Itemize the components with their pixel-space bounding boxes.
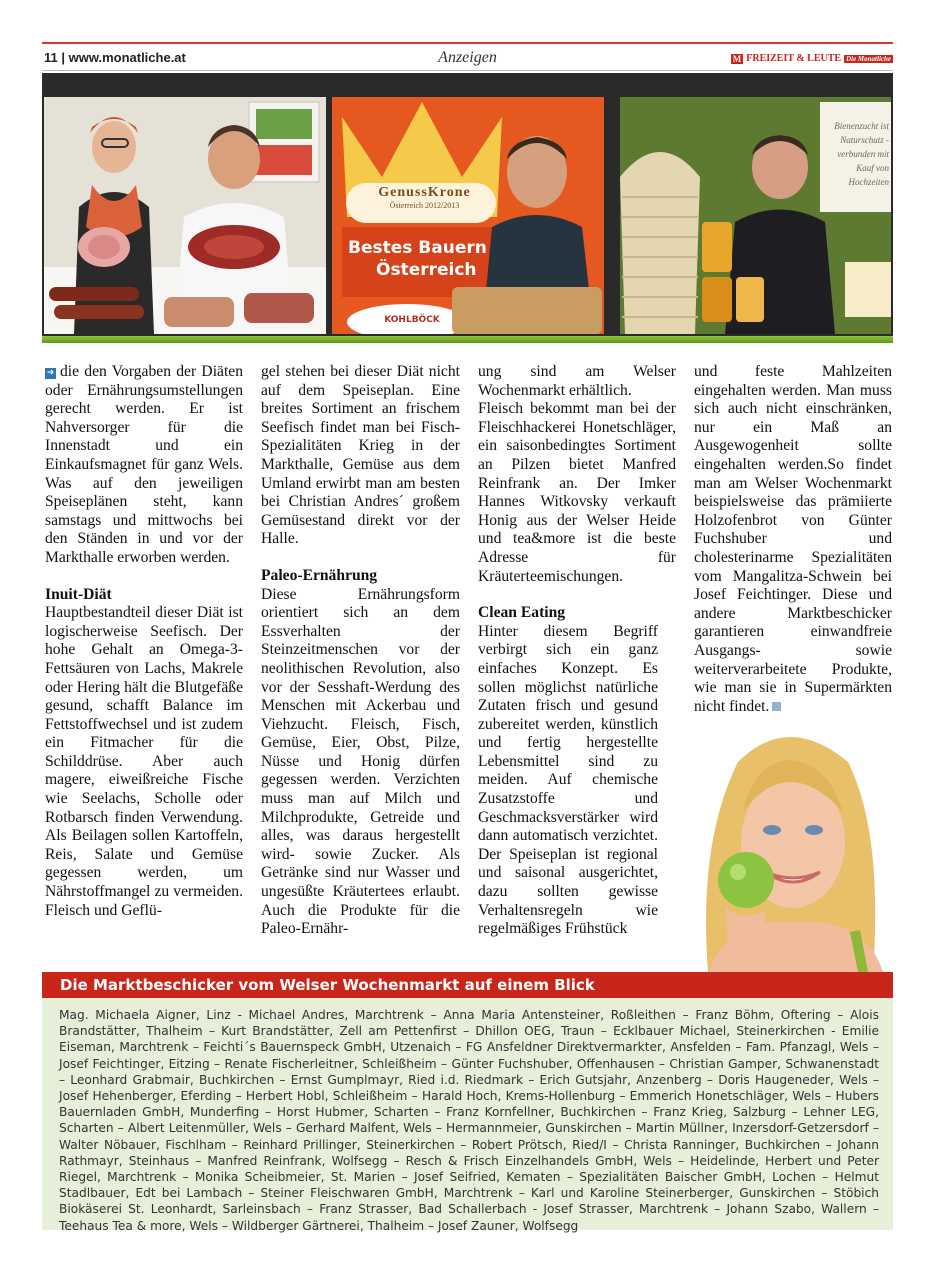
- subhead-clean-eating: Clean Eating: [478, 604, 566, 622]
- butchers-illustration: [44, 97, 326, 334]
- genusskrone-year: Österreich 2012/2013: [389, 201, 460, 210]
- genusskrone-title: GenussKrone: [378, 185, 471, 200]
- photo-strip-green-bar: [42, 336, 893, 343]
- photo-butchers: [44, 97, 326, 334]
- end-mark-icon: [772, 702, 781, 711]
- photo-beekeeper: [620, 97, 891, 334]
- c3-para-1: ung sind am Welser Wochenmarkt erhältlich.: [478, 363, 676, 399]
- article-column-4: [694, 363, 892, 716]
- article-column-1: [45, 363, 243, 920]
- c3-para-3: Hinter diesem Begriff verbirgt sich ein ganz einfaches Konzept. Es sollen möglichst natürliche Zutaten frisch und gesund zubereitet werden, künstlich und fertig hergestellte Lebensmittel sind zu meiden. Auf chemische Zusatzstoffe und Geschmacksverstärker wird dann automatisch verzichtet. Der Speiseplan ist regional und saisonal ausgerichtet, dazu sollten gewisse Verhaltensregeln wie regelmäßiges Frühstück: [478, 622, 658, 938]
- vendors-list: Mag. Michaela Aigner, Linz - Michael Andres, Marchtrenk – Anna Maria Antensteiner, Roßleithen – Franz Böhm, Oftering – Alois Brandstätter, Thalheim – Kurt Brandstätter, Zell am Pettenfirst – Dhillon OEG, Traun – Ecklbauer Michael, Steinerkirchen - Emilie Eiseman, Marchtrenk – Feichti´s Bauernspeck GmbH, Utzenaich – FG Ansfeldner Direktvermarkter, Ansfelden – Fam. Pfanzagl, Wels – Josef Feichtinger, Eitzing – Renate Fischerleitner, Schleißheim – Günter Fuchshuber, Offenhausen – Christian Gamper, Schwanenstadt – Leonhard Grabmair, Buchkirchen – Ernst Gumplmayr, Ried i.d. Riedmark – Erich Gutsjahr, Anzenberg – Doris Haugeneder, Wels – Josef Hehenberger, Eferding – Herbert Hobl, Schleißheim – Harald Hoch, Krems-Hollenburg – Emmerich Honetschläger, Wels – Hubers Bauernladen GmbH, Munderfing – Horst Hubmer, Scharten – Franz Kornfellner, Buchkirchen – Franz Krieg, Salzburg – Lehner LEG, Scharten – Albert Leitenmüller, Wels – Gerhard Malfent, Wels – Hermannmeier, Gunskirchen – Martin Müllner, Inzersdorf-Getzersdorf – Walter Nöbauer, Fischlham – Reinhard Prillinger, Steinerkirchen – Robert Prötsch, Ried/I – Christa Ranninger, Buchkirchen – Johann Rathmayr, Steinhaus – Manfred Reinfrank, Wolfsegg – Resch & Frisch Einzelhandels GmbH, Wels – Heidelinde, Herbert und Peter Riegel, Marchtrenk – Monika Scheibmeier, St. Marien – Josef Seifried, Kematen – Spezialitäten Baischer GmbH, Lochen – Helmut Stadlbauer, Edt bei Lambach – Steiner Fleischwaren GmbH, Marchtrenk – Karl und Karoline Steinerberger, Gunskirchen – Stöbich Biokäserei St. Leonhardt, Sarleinsbach – Franz Strasser, Bad Schallerbach - Josef Strasser, Marchtrenk – Johann Szabo, Wallern – Teehaus Tea & more, Wels – Wildberger Gärtnerei, Thalheim – Josef Zauner, Wolfsegg: [42, 998, 893, 1230]
- vendors-box-title: Die Marktbeschicker vom Welser Wochenmarkt auf einem Blick: [42, 972, 893, 998]
- genusskrone-illustration: [332, 97, 604, 334]
- continue-arrow-icon: ➜: [46, 368, 55, 378]
- c4-para-1: und feste Mahlzeiten eingehalten werden. Man muss sich auch nicht einschränken, nur ein Maß an Ausgewogenheit sollte eingehalten werden.So findet man am Welser Wochenmarkt beispielsweise das prämiierte Holzofenbrot von Günter Fuchshuber und cholesterinarme Spezialitäten vom Mangalitza-Schwein bei Josef Feichtinger. Diese und andere Marktbeschicker garantieren einwandfreie Ausgangs- sowie weiterverarbeitete Produkte, wie man sie in Supermärkten nicht findet.: [694, 363, 892, 715]
- logo-tag: Die Monatliche: [846, 54, 891, 63]
- c2-para-2: Diese Ernährungsform orientiert sich an dem Essverhalten der Steinzeitmenschen vor der neolithischen Revolution, also vor der Sesshaft-Werdung des Menschen mit Ackerbau und Viehzucht. Fleisch, Fisch, Gemüse, Eier, Obst, Pilze, Nüsse und Honig dürfen gegessen werden. Verzichten muss man auf Milch und Milchprodukte, Getreide und alles, was daraus hergestellt wird- sowie Zucker. Als Getränke sind nur Wasser und ungesüßte Kräutertees erlaubt. Auch die Produkte für die Paleo-Ernähr-: [261, 585, 460, 938]
- board-line-4: Kauf von: [856, 163, 889, 173]
- subhead-paleo: Paleo-Ernährung: [261, 566, 378, 584]
- c1-para-2: Hauptbestandteil dieser Diät ist logischerweise Seefisch. Der hohe Gehalt an Omega-3-Fettsäuren von Lachs, Makrele oder Hering hält die Blutgefäße gesund, schafft Balance im Fettstoffwechsel und ist zudem ein Fitmacher für die Schilddrüse. Aber auch magere, eiweißreiche Fische wie Seelachs, Scholle oder Rotbarsch finden Verwendung. Als Beilagen sollen Kartoffeln, Reis, Salate und Gemüse gegessen werden, um Nährstoffmangel zu vermeiden. Fleisch und Geflü-: [45, 604, 243, 919]
- logo-text: FREIZEIT & LEUTE: [746, 53, 842, 64]
- board-line-2: Naturschutz -: [840, 135, 889, 145]
- photo-strip: [42, 73, 893, 343]
- sign-line-1: Bestes Bauern: [348, 238, 487, 258]
- sign-line-2: Österreich: [376, 260, 477, 280]
- c1-para-1: die den Vorgaben der Diäten oder Ernährungsumstellungen gerecht werden. Er ist Nahversorger für die Innenstadt und ein Einkaufsmagnet für ganz Wels. Was auf den jeweiligen Speiseplänen steht, kann samstags und mittwochs bei den Ständen in und vor der Markthalle erworben werden.: [45, 363, 243, 566]
- article-column-3: [478, 363, 676, 939]
- photo-woman-apple: [668, 722, 893, 972]
- logo-m: M: [732, 53, 742, 64]
- board-line-1: Bienenzucht ist: [834, 121, 889, 131]
- board-line-3: verbunden mit: [837, 149, 889, 159]
- board-line-5: Hochzeiten: [848, 177, 889, 187]
- c2-para-1: gel stehen bei dieser Diät nicht auf dem Speiseplan. Eine breites Sortiment an frischem Seefisch findet man bei Fisch-Spezialitäten Krieg in der Markthalle, Gemüse aus dem Umland erwirbt man am besten bei Christian Andres´ großem Gemüsestand direkt vor der Halle.: [261, 363, 460, 548]
- publication-logo: [731, 53, 893, 64]
- brand-label: KOHLBÖCK: [384, 315, 440, 325]
- photo-genusskrone: [332, 97, 604, 334]
- section-title: Anzeigen: [438, 49, 497, 66]
- page-number-site: 11 | www.monatliche.at: [44, 50, 186, 65]
- header-rule: [42, 70, 893, 71]
- subhead-inuit: Inuit-Diät: [45, 585, 112, 603]
- c3-para-2: Fleisch bekommt man bei der Fleischhackerei Honetschläger, ein saisonbedingtes Sortiment an Pilzen bietet Manfred Reinfrank an. Der Imker Hannes Witkovsky verkauft Honig aus der Welser Heide und tea&more ist die beste Adresse für Kräuterteemischungen.: [478, 400, 676, 585]
- top-rule: [42, 42, 893, 44]
- woman-apple-illustration: [668, 722, 893, 972]
- article-column-2: [261, 363, 460, 939]
